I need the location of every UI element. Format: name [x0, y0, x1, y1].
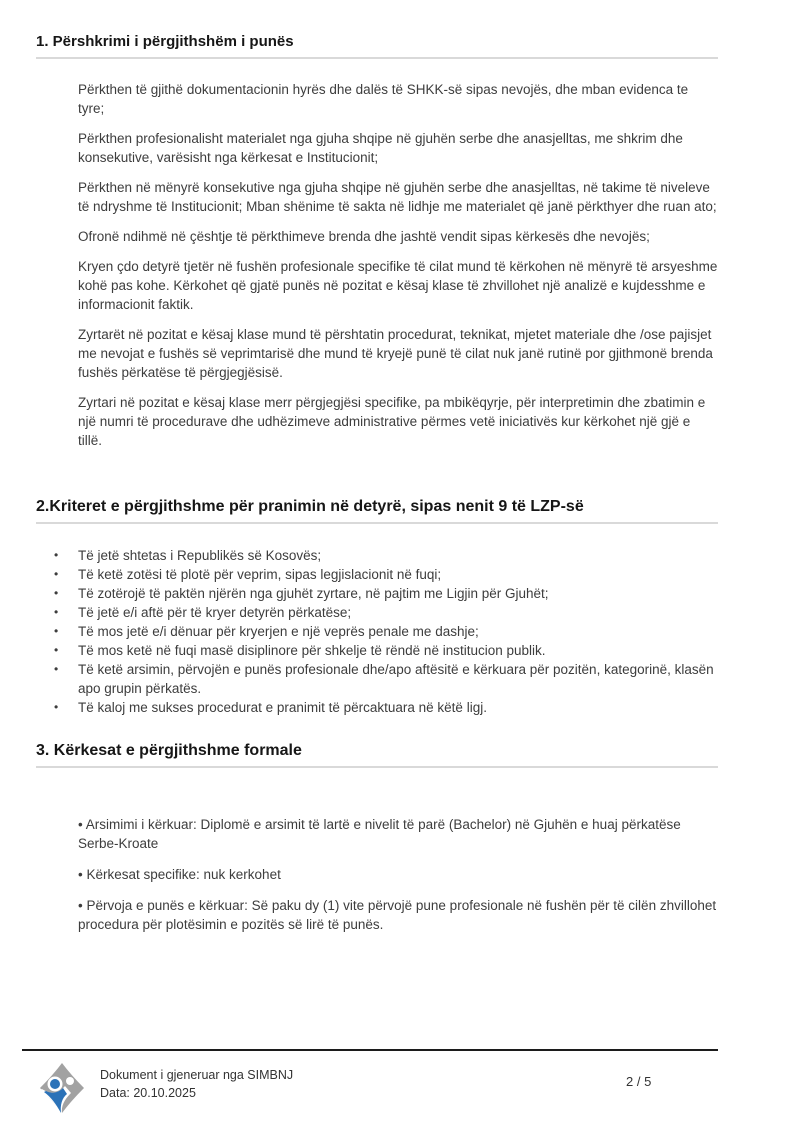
- section1-paragraph: Përkthen në mënyrë konsekutive nga gjuha shqipe në gjuhën serbe dhe anasjelltas, në takime të niveleve të ndryshme të Institucionit; Mban shënime të sakta në lidhje me materialet që janë përkthyer dhe ruan ato;: [78, 180, 717, 214]
- section-job-description: [36, 33, 718, 450]
- section3-paragraph: • Arsimimi i kërkuar: Diplomë e arsimit të lartë e nivelit të parë (Bachelor) në Gjuhën e huaj përkatëse Serbe-Kroate: [78, 817, 681, 851]
- section1-paragraph: Përkthen të gjithë dokumentacionin hyrës dhe dalës të SHKK-së sipas nevojës, dhe mban evidenca te tyre;: [78, 82, 689, 116]
- section1-paragraph: Kryen çdo detyrë tjetër në fushën profesionale specifike të cilat mund të kërkohen në mënyrë të arsyeshme kohë pas kohe. Kërkohet që gjatë punës në pozitat e kësaj klase të zhvillohet një analizë e kujdesshme e informacionit faktik.: [78, 259, 718, 312]
- criteria-item: • Të ketë zotësi të plotë për veprim, sipas legjislacionit në fuqi;: [36, 565, 718, 584]
- section3-paragraph: • Përvoja e punës e kërkuar: Së paku dy (1) vite përvojë pune profesionale në fushën për të cilën zhvillohet procedura për plotësimin e pozitës së lirë të punës.: [78, 898, 717, 932]
- section3-title: 3. Kërkesat e përgjithshme formale: [36, 741, 718, 768]
- criteria-item: • Të kaloj me sukses procedurat e pranimit të përcaktuara në këtë ligj.: [36, 698, 718, 717]
- section-formal-requirements: [36, 741, 718, 934]
- section3-paragraph: • Kërkesat specifike: nuk kerkohet: [78, 867, 281, 882]
- section1-paragraph: Zyrtarët në pozitat e kësaj klase mund të përshtatin procedurat, teknikat, mjetet materiale dhe /ose pajisjet me nevojat e fushës së veprimtarisë dhe mund të kryejë punë të cilat nuk janë rutinë por gjithmonë brenda fushës përkatëse të përgjegjësisë.: [78, 327, 713, 380]
- criteria-item: • Të ketë arsimin, përvojën e punës profesionale dhe/apo aftësitë e kërkuara për pozitën, kategorinë, klasën apo grupin përkatës.: [36, 660, 718, 698]
- footer-divider: [22, 1049, 718, 1051]
- criteria-item: • Të jetë e/i aftë për të kryer detyrën përkatëse;: [36, 603, 718, 622]
- section1-title: 1. Përshkrimi i përgjithshëm i punës: [36, 33, 718, 59]
- footer-meta: [100, 1066, 293, 1102]
- criteria-item: • Të mos ketë në fuqi masë disiplinore për shkelje të rëndë në institucion publik.: [36, 641, 718, 660]
- section1-paragraph: Përkthen profesionalisht materialet nga gjuha shqipe në gjuhën serbe dhe anasjelltas, me shkrim dhe konsekutive, varësisht nga kërkesat e Institucionit;: [78, 131, 683, 165]
- section2-title: 2.Kriteret e përgjithshme për pranimin në detyrë, sipas nenit 9 të LZP-së: [36, 497, 718, 524]
- page-number: 2 / 5: [626, 1074, 652, 1089]
- simbnj-logo-icon: [38, 1062, 86, 1114]
- generated-by-text: Dokument i gjeneruar nga SIMBNJ: [100, 1068, 294, 1082]
- simbnj-logo-icon: [38, 1062, 86, 1114]
- section1-paragraph: Zyrtari në pozitat e kësaj klase merr përgjegjësi specifike, pa mbikëqyrje, për interpretimin dhe zbatimin e një numri të procedurave dhe udhëzimeve administrative përmes vetë iniciativës kur kërkohet një gjë e tillë.: [78, 395, 706, 448]
- criteria-item: • Të mos jetë e/i dënuar për kryerjen e një veprës penale me dashje;: [36, 622, 718, 641]
- section1-paragraph: Ofronë ndihmë në çështje të përkthimeve brenda dhe jashtë vendit sipas kërkesës dhe nevojës;: [78, 229, 650, 244]
- document-date: Data: 20.10.2025: [100, 1086, 196, 1100]
- criteria-item: • Të zotërojë të paktën njërën nga gjuhët zyrtare, në pajtim me Ligjin për Gjuhët;: [36, 584, 718, 603]
- criteria-item: • Të jetë shtetas i Republikës së Kosovës;: [36, 546, 718, 565]
- criteria-list: [36, 546, 718, 717]
- section-admission-criteria: [36, 497, 718, 717]
